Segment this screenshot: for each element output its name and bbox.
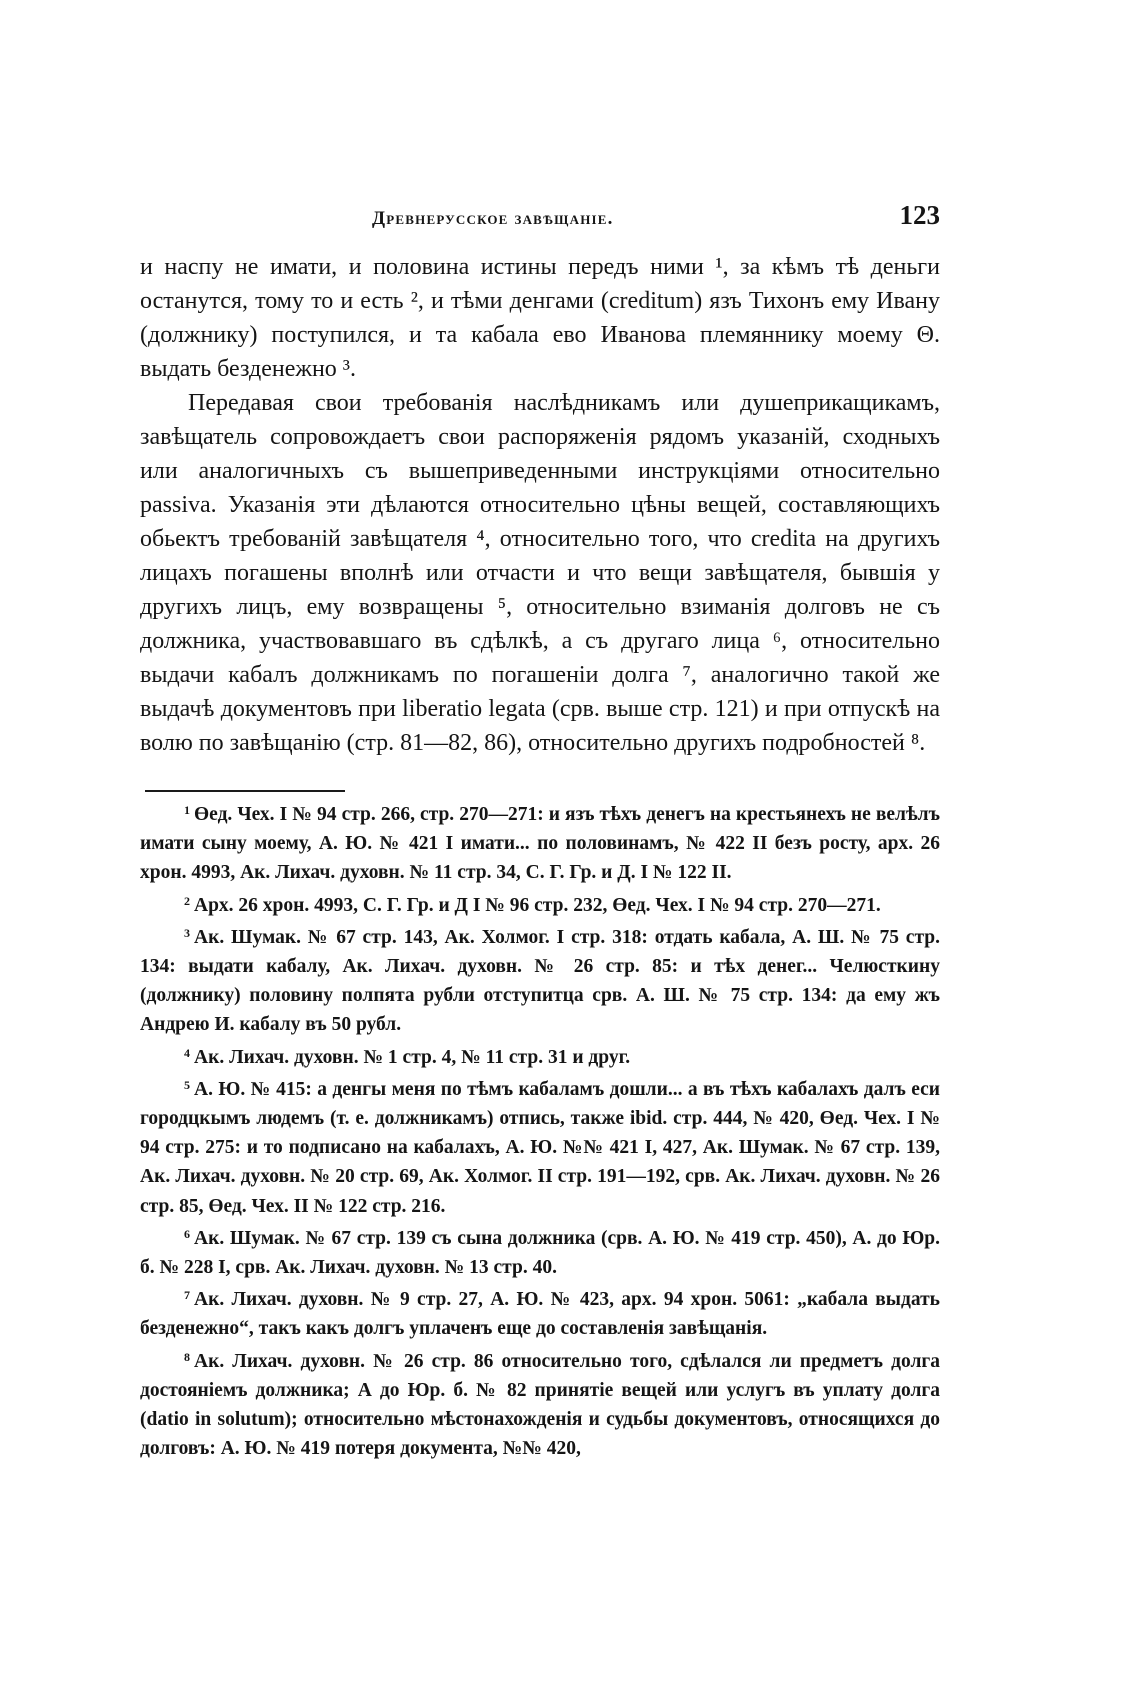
footnote-text: А. Ю. № 415: а денгы меня по тѣмъ кабаламъ дошли... а въ тѣхъ кабалахъ далъ еси городцкымъ людемъ (т. е. должникамъ) отпись, также ibid. стр. 444, № 420, Өед. Чех. I № 94 стр. 275: и то подписано на кабалахъ, А. Ю. №№ 421 I, 427, Ак. Шумак. № 67 стр. 139, Ак. Лихач. духовн. № 20 стр. 69, Ак. Холмог. II стр. 191—192, срв. Ак. Лихач. духовн. № 26 стр. 85, Өед. Чех. II № 122 стр. 216. [140, 1078, 940, 1217]
page-header [140, 200, 940, 240]
footnote-text: Ак. Лихач. духовн. № 9 стр. 27, А. Ю. № 423, арх. 94 хрон. 5061: „кабала выдать безденежно“, такъ какъ долгъ уплаченъ еще до составленія завѣщанія. [140, 1289, 940, 1340]
page-number: 123 [899, 200, 940, 230]
footnote-text: Арх. 26 хрон. 4993, С. Г. Гр. и Д I № 96 стр. 232, Өед. Чех. I № 94 стр. 270—271. [194, 894, 881, 916]
footnote-6 [140, 1224, 940, 1282]
footnote-number: 5 [184, 1077, 190, 1092]
footnote-8 [140, 1347, 940, 1464]
main-text [140, 250, 940, 760]
footnote-separator [145, 790, 345, 792]
footnote-text: Ак. Шумак. № 67 стр. 143, Ак. Холмог. I стр. 318: отдать кабала, А. Ш. № 75 стр. 134: выдати кабалу, Ак. Лихач. духовн. № 26 стр. 85: и тѣх денег... Челюсткину (должнику) половину полпята рубли отступитца срв. А. Ш. № 75 стр. 134: да ему жъ Андрею И. кабалу въ 50 рубл. [140, 926, 940, 1036]
footnote-text: Ак. Лихач. духовн. № 1 стр. 4, № 11 стр. 31 и друг. [194, 1046, 631, 1068]
footnote-number: 6 [184, 1226, 190, 1241]
footnote-number: 8 [184, 1349, 190, 1364]
running-title: Древнерусское завѣщаніе. [372, 208, 614, 229]
paragraph-1: и наспу не имати, и половина истины передъ ними ¹, за кѣмъ тѣ деньги останутся, тому то и есть ², и тѣми денгами (creditum) язъ Тихонъ ему Ивану (должнику) поступился, и та кабала ево Иванова племяннику моему Θ. выдать безденежно ³. [140, 254, 940, 382]
footnote-text: Өед. Чех. I № 94 стр. 266, стр. 270—271: и язъ тѣхъ денегъ на крестьянехъ не велѣлъ имати сыну моему, А. Ю. № 421 I имати... по половинамъ, № 422 II безъ росту, арх. 26 хрон. 4993, Ак. Лихач. духовн. № 11 стр. 34, С. Г. Гр. и Д. I № 122 II. [140, 804, 940, 884]
footnote-1 [140, 800, 940, 888]
footnote-3 [140, 923, 940, 1040]
footnote-number: 2 [184, 893, 190, 908]
footnote-number: 7 [184, 1288, 190, 1303]
footnote-5 [140, 1075, 940, 1221]
footnotes [140, 800, 940, 1466]
footnote-2 [140, 891, 940, 920]
paragraph-2: Передавая свои требованія наслѣдникамъ или душеприкащикамъ, завѣщатель сопровождаетъ свои распоряженія рядомъ указаній, сходныхъ или аналогичныхъ съ вышеприведенными инструкціями относительно passiva. Указанія эти дѣлаются относительно цѣны вещей, составляющихъ обьектъ требованій завѣщателя ⁴, относительно того, что credita на другихъ лицахъ погашены вполнѣ или отчасти и что вещи завѣщателя, бывшія у другихъ лицъ, ему возвращены ⁵, относительно взиманія долговъ не съ должника, участвовавшаго въ сдѣлкѣ, а съ другаго лица ⁶, относительно выдачи кабалъ должникамъ по погашеніи долга ⁷, аналогично такой же выдачѣ документовъ при liberatio legata (срв. выше стр. 121) и при отпускѣ на волю по завѣщанію (стр. 81—82, 86), относительно другихъ подробностей ⁸. [140, 390, 940, 756]
footnote-7 [140, 1285, 940, 1343]
footnote-text: Ак. Лихач. духовн. № 26 стр. 86 относительно того, сдѣлался ли предметъ долга достояніемъ должника; А до Юр. б. № 82 принятіе вещей или услугъ въ уплату долга (datio in solutum); относительно мѣстонахожденія и судьбы документовъ, относящихся до долговъ: А. Ю. № 419 потеря документа, №№ 420, [140, 1350, 940, 1460]
footnote-number: 4 [184, 1045, 190, 1060]
footnote-number: 3 [184, 925, 190, 940]
footnote-4 [140, 1043, 940, 1072]
footnote-text: Ак. Шумак. № 67 стр. 139 съ сына должника (срв. А. Ю. № 419 стр. 450), А. до Юр. б. № 228 I, срв. Ак. Лихач. духовн. № 13 стр. 40. [140, 1227, 940, 1279]
footnote-number: 1 [184, 803, 190, 817]
